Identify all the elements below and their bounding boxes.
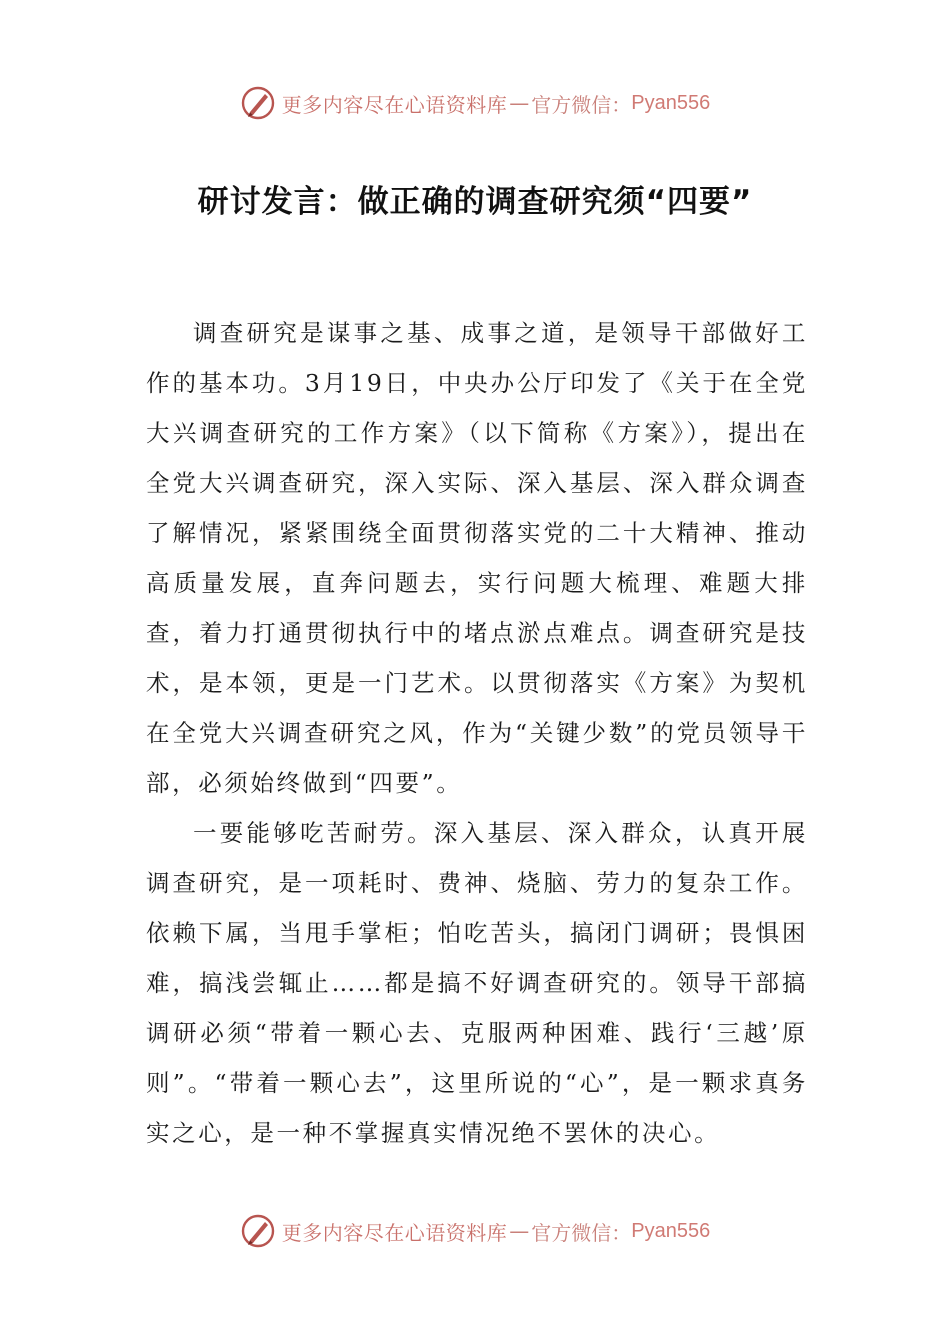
banner-separator: —: [509, 1219, 530, 1243]
pen-logo-icon: [240, 85, 276, 121]
banner-contact-label: 官方微信：: [531, 92, 632, 117]
paragraph: 一要能够吃苦耐劳。深入基层、深入群众，认真开展调查研究，是一项耗时、费神、烧脑、劳力的复杂工作。依赖下属，当甩手掌柜；怕吃苦头，搞闭门调研；畏惧困难，搞浅尝辄止……都是搞不好调查研究的。领导干部搞调研必须“带着一颗心去、克服两种困难、践行‘三越’原则”。“带着一颗心去”，这里所说的“心”，是一颗求真务实之心，是一种不掌握真实情况绝不罢休的决心。: [146, 819, 808, 1147]
footer-watermark: [0, 1211, 950, 1251]
paragraph: 调查研究是谋事之基、成事之道，是领导干部做好工作的基本功。3月19日，中央办公厅印发了《关于在全党大兴调查研究的工作方案》（以下简称《方案》），提出在全党大兴调查研究，深入实际、深入基层、深入群众调查了解情况，紧紧围绕全面贯彻落实党的二十大精神、推动高质量发展，直奔问题去，实行问题大梳理、难题大排查，着力打通贯彻执行中的堵点淤点难点。调查研究是技术，是本领，更是一门艺术。以贯彻落实《方案》为契机在全党大兴调查研究之风，作为“关键少数”的党员领导干部，必须始终做到“四要”。: [146, 319, 808, 797]
banner-wechat-id: Pyan556: [631, 1219, 711, 1242]
banner-wechat-id: Pyan556: [631, 91, 711, 114]
document-body: [146, 308, 808, 1158]
banner-brand: 更多内容尽在心语资料库: [281, 1220, 508, 1245]
banner-contact-label: 官方微信：: [531, 1220, 632, 1245]
banner-brand: 更多内容尽在心语资料库: [281, 92, 508, 117]
document-title: 研讨发言：做正确的调查研究须“四要”: [197, 184, 753, 220]
banner-separator: —: [509, 91, 530, 115]
pen-logo-icon: [240, 1213, 276, 1249]
header-watermark: [0, 83, 950, 123]
